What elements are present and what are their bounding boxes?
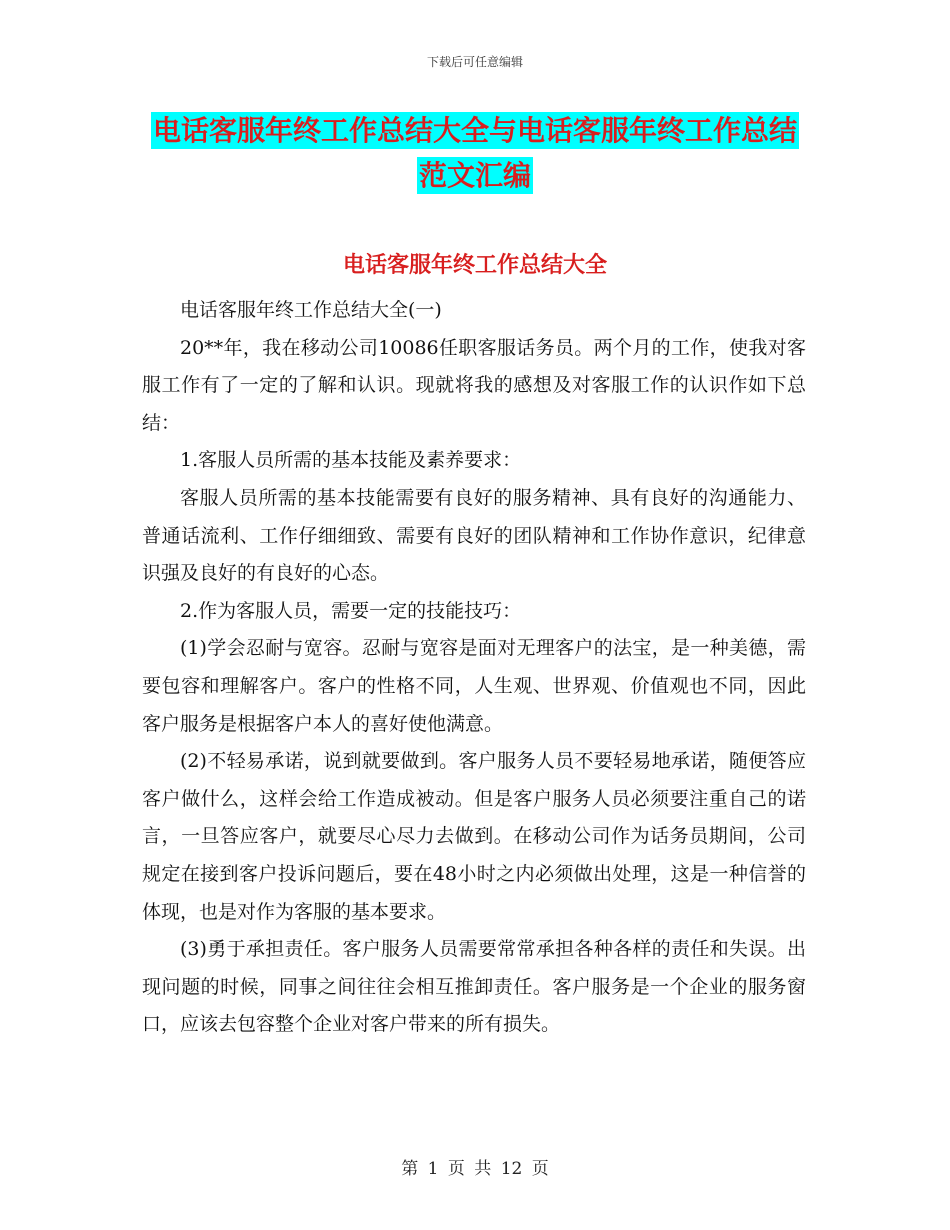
page-footer: 第 1 页 共 12 页 [401,1159,549,1179]
paragraph: 客服人员所需的基本技能需要有良好的服务精神、具有良好的沟通能力、普通话流利、工作仔细细致、需要有良好的团队精神和工作协作意识，纪律意识强及良好的有良好的心态。 [142,486,806,585]
section-title: 电话客服年终工作总结大全 [342,253,607,278]
paragraph: (3)勇于承担责任。客户服务人员需要常常承担各种各样的责任和失误。出现问题的时候，同事之间往往会相互推卸责任。客户服务是一个企业的服务窗口，应该去包容整个企业对客户带来的所有损失。 [142,938,806,1036]
document-title [140,108,810,198]
paragraph: 20**年，我在移动公司10086任职客服话务员。两个月的工作，使我对客服工作有了一定的了解和认识。现就将我的感想及对客服工作的认识作如下总结： [142,336,806,434]
paragraph-subtitle: 电话客服年终工作总结大全(一) [180,299,442,321]
page-header: 下载后可任意编辑 [426,55,523,69]
paragraph: 2.作为客服人员，需要一定的技能技巧： [180,599,522,622]
paragraph: 1.客服人员所需的基本技能及素养要求： [180,449,522,472]
document-title-line-1: 电话客服年终工作总结大全与电话客服年终工作总结 [152,114,797,147]
document-title-line-2: 范文汇编 [418,159,531,192]
paragraph: (2)不轻易承诺，说到就要做到。客户服务人员不要轻易地承诺，随便答应客户做什么，这样会给工作造成被动。但是客户服务人员必须要注重自己的诺言，一旦答应客户，就要尽心尽力去做到。在移动公司作为话务员期间，公司规定在接到客户投诉问题后，要在48小时之内必须做出处理，这是一种信誉的体现，也是对作为客服的基本要求。 [142,750,806,923]
paragraph: (1)学会忍耐与宽容。忍耐与宽容是面对无理客户的法宝，是一种美德，需要包容和理解客户。客户的性格不同，人生观、世界观、价值观也不同，因此客户服务是根据客户本人的喜好使他满意。 [142,637,806,735]
document-body [142,292,806,1044]
